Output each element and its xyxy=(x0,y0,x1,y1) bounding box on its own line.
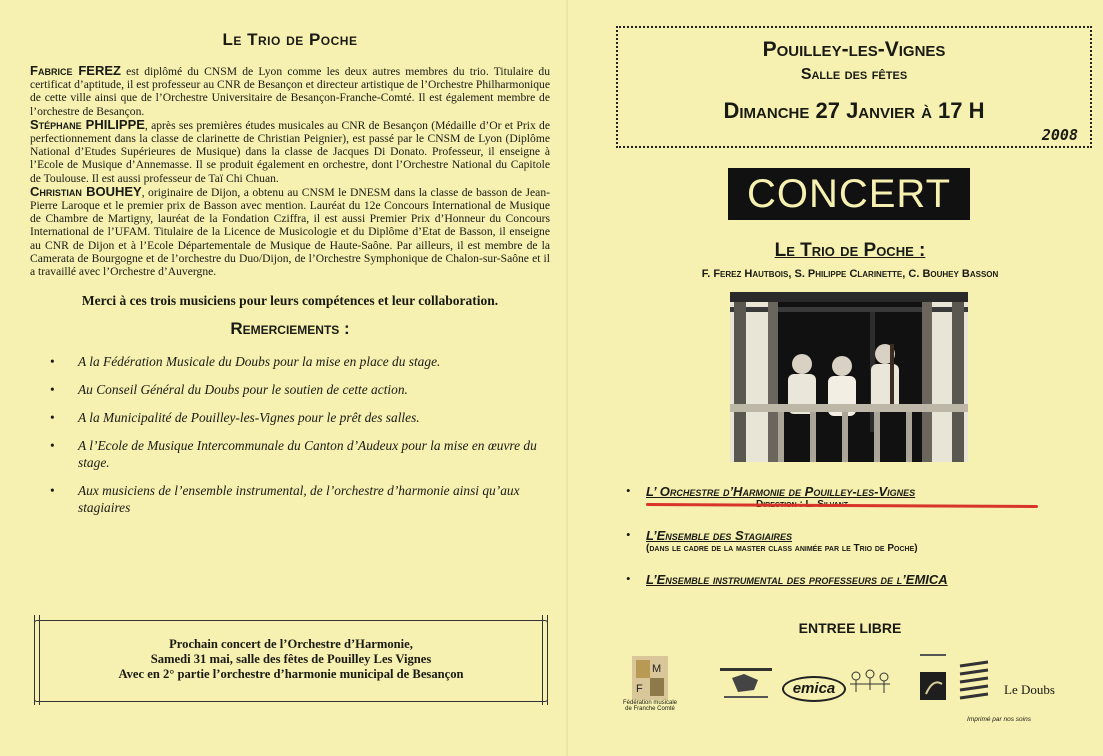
program-list xyxy=(626,484,1096,605)
emica-logo xyxy=(782,676,846,702)
merci-line: Merci à ces trois musiciens pour leurs compétences et leur collaboration. xyxy=(81,293,499,309)
next-concert-line: Samedi 31 mai, salle des fêtes de Pouilley Les Vignes xyxy=(150,652,432,666)
bio-text: , après ses premières études musicales au CNR de Besançon (Médaille d’Or et Prix de perfectionnement dans la classe de clarinette de Christian Peignier), est passé par le CNSM de Lyon (Diplôme National d’Etudes Supérieures de Musique) dans la classe de Jacques Di Donato. Professeur, il enseigne à l’Ecole de Musique d’Annemasse. Il se produit également en orchestre, dont l’Orchestre National du Capitole de Toulouse. Il est aussi professeur de Taï Chi Chuan. xyxy=(30,118,550,185)
handwritten-year: 2008 xyxy=(1041,126,1078,144)
mfc-logo-icon xyxy=(632,656,668,700)
list-item xyxy=(50,409,550,426)
bio-philippe xyxy=(30,118,550,185)
thanks-text: A l’Ecole de Musique Intercommunale du Canton d’Audeux pour la mise en œuvre du stage. xyxy=(78,438,537,471)
next-concert-line: Prochain concert de l’Orchestre d’Harmonie, xyxy=(169,637,413,651)
next-concert-line: Avec en 2° partie l’orchestre d’harmonie municipal de Besançon xyxy=(118,667,464,681)
trio-title-right: Le Trio de Poche : xyxy=(774,240,926,261)
bio-text: , originaire de Dijon, a obtenu au CNSM le DNESM dans la classe de basson de Jean-Pierre Laroque et le premier prix de Basson avec mention. Lauréat du 12e Concours International de Musique de Chambre de Martigny, lauréat de la Fondation Cziffra, il est aussi Premier Prix d’Honneur du Concours International de l’UFAM. Titulaire de la Licence de Musicologie et du Diplôme d’Etat de Basson, il enseigne au CNR de Dijon et à l’Ecole Départementale de Musique de Haute-Saône. Par ailleurs, il est membre de la Camerata de Bourgogne et de l’orchestre du Duo/Dijon, de l’Orchestre Symphonique de Chalon-sur-Saône et il a travaillé avec l’Orchestre d’Auvergne. xyxy=(30,185,550,279)
doubs-stripes-icon xyxy=(958,660,998,702)
bullet-icon: • xyxy=(50,438,55,454)
program-title: L’ Orchestre d’Harmonie de Pouilley-les-Vignes xyxy=(646,484,916,499)
bullet-icon: • xyxy=(50,410,55,426)
remerciements-heading: Remerciements : xyxy=(230,319,350,339)
svg-text:F: F xyxy=(636,683,643,695)
imprime-credit xyxy=(954,716,1044,723)
entree-libre: ENTREE LIBRE xyxy=(798,620,902,636)
mfc-logo xyxy=(622,656,678,712)
doubs-name: Le Doubs xyxy=(1004,682,1055,697)
bullet-icon: • xyxy=(626,527,631,542)
bio-ferez xyxy=(30,64,550,118)
concert-banner: CONCERT xyxy=(728,168,970,220)
pouilley-logo xyxy=(714,664,778,709)
left-panel xyxy=(30,30,550,527)
bio-name: Stéphane PHILIPPE xyxy=(30,116,145,132)
conseil-logo xyxy=(918,654,948,705)
event-place: Pouilley-les-Vignes xyxy=(762,38,946,61)
bio-text: est diplômé du CNSM de Lyon comme les deux autres membres du trio. Titulaire du certificat d’aptitude, il est professeur au CNR de Besançon et directeur artistique de l’Orchestre Philharmonique de cette ville ainsi que de l’Orchestre Universitaire de Besançon-Franche-Comté. Il est également membre de l’orchestre de Besançon. xyxy=(30,65,550,118)
bullet-icon: • xyxy=(50,382,55,398)
dancing-figures-icon xyxy=(848,668,892,700)
list-item xyxy=(50,437,550,471)
thanks-text: Au Conseil Général du Doubs pour le soutien de cette action. xyxy=(78,382,408,398)
pouilley-logo-icon xyxy=(714,664,778,704)
bullet-icon: • xyxy=(626,483,631,498)
thanks-text: A la Fédération Musicale du Doubs pour la mise en place du stage. xyxy=(78,354,441,370)
bio-name: Fabrice FEREZ xyxy=(30,63,121,78)
list-item xyxy=(50,381,550,398)
event-hall: Salle des fêtes xyxy=(800,66,908,83)
next-concert-scroll xyxy=(34,620,548,702)
thanks-list xyxy=(30,353,550,516)
trio-photo-illustration xyxy=(730,292,968,462)
bullet-icon: • xyxy=(626,571,631,586)
musicians-line: F. Ferez Hautbois, S. Philippe Clarinette, C. Bouhey Basson xyxy=(701,268,999,280)
program-subtitle: (dans le cadre de la master class animée par le Trio de Poche) xyxy=(646,543,918,554)
bio-name: Christian BOUHEY xyxy=(30,183,142,199)
thanks-text: Aux musiciens de l’ensemble instrumental, de l’orchestre d’harmonie ainsi qu’aux stagiaires xyxy=(78,483,520,516)
list-item xyxy=(50,353,550,370)
list-item xyxy=(626,572,1096,587)
imprime-text: Imprimé par nos soins xyxy=(967,716,1031,723)
conseil-logo-icon xyxy=(918,654,948,700)
emica-oval: emica xyxy=(782,676,846,702)
event-info-box xyxy=(616,26,1092,148)
program-title: L’Ensemble des Stagiaires xyxy=(646,528,792,543)
event-date: Dimanche 27 Janvier à 17 H xyxy=(723,98,985,123)
svg-text:M: M xyxy=(652,663,662,675)
list-item xyxy=(50,482,550,516)
trio-photo xyxy=(730,292,968,462)
trio-title-left: Le Trio de Poche xyxy=(222,30,358,49)
list-item xyxy=(626,528,1096,554)
program-title: L’Ensemble instrumental des professeurs de l’EMICA xyxy=(646,572,948,587)
emica-figures-icon xyxy=(848,668,892,705)
bullet-icon: • xyxy=(50,354,55,370)
bio-bouhey xyxy=(30,185,550,278)
mfc-caption: Fédération musicale de Franche Comté xyxy=(622,700,678,712)
page-fold xyxy=(566,0,568,756)
next-concert-text xyxy=(35,637,547,682)
bullet-icon: • xyxy=(50,483,55,499)
thanks-text: A la Municipalité de Pouilley-les-Vignes pour le prêt des salles. xyxy=(78,410,420,426)
